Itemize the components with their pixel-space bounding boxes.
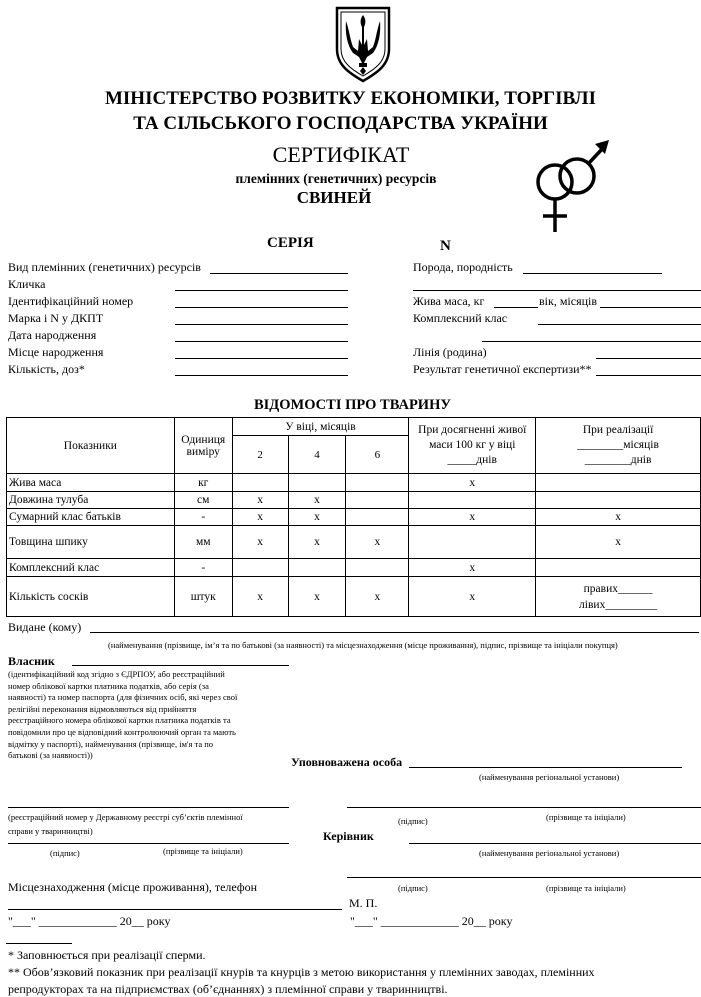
field-line: Лінія (родина) — [413, 345, 487, 359]
owner-sign-line[interactable] — [8, 843, 289, 844]
field-doses: Кількість, доз* — [8, 362, 85, 376]
cell: х — [232, 577, 288, 617]
row-name: Комплексний клас — [7, 559, 175, 577]
table-title: ВІДОМОСТІ ПРО ТВАРИНУ — [253, 397, 452, 413]
field-id-number: Ідентифікаційний номер — [8, 294, 134, 308]
species-title: СВИНЕЙ — [296, 188, 372, 207]
authorized-sign-line[interactable] — [347, 807, 701, 808]
field-live-weight-line[interactable] — [494, 307, 538, 308]
cell: х — [409, 577, 536, 617]
cell: х — [346, 526, 409, 559]
cell — [536, 492, 701, 509]
field-age: вік, місяців — [539, 294, 598, 308]
animal-info-table — [6, 417, 701, 617]
header-age: У віці, місяців — [232, 418, 409, 436]
table-row — [7, 474, 701, 492]
register-caption-2: справи у тваринництві) — [8, 826, 93, 836]
ministry-title-line1: МІНІСТЕРСТВО РОЗВИТКУ ЕКОНОМІКИ, ТОРГІВЛІ — [104, 88, 596, 109]
location-line[interactable] — [8, 909, 342, 910]
field-mark: Марка і N у ДКПТ — [8, 311, 104, 325]
header-indicators: Показники — [7, 418, 175, 474]
field-line-line[interactable] — [596, 358, 701, 359]
cell — [536, 559, 701, 577]
issued-label: Видане (кому) — [8, 620, 82, 634]
head-org-caption: (найменування регіональної установи) — [479, 848, 620, 858]
cell: х — [288, 577, 346, 617]
certificate-subtitle: племінних (генетичних) ресурсів — [235, 171, 437, 186]
gender-symbol-icon — [533, 136, 613, 236]
cell — [232, 559, 288, 577]
row-unit: штук — [174, 577, 232, 617]
cell: х — [409, 474, 536, 492]
certificate-title: СЕРТИФІКАТ — [272, 142, 410, 167]
field-doses-line[interactable] — [175, 375, 348, 376]
table-row — [7, 526, 701, 559]
head-name-caption: (прізвище та ініціали) — [546, 883, 626, 893]
header-age-4: 4 — [288, 436, 346, 474]
owner-name-caption: (прізвище та ініціали) — [163, 846, 243, 856]
row-unit: - — [174, 509, 232, 526]
footnote-2b: репродукторах та на підприємствах (об’єднаннях) з племінної справи у тваринництві. — [8, 982, 448, 996]
authorized-name-caption: (прізвище та ініціали) — [546, 812, 626, 822]
owner-label: Власник — [8, 654, 55, 668]
header-sale: При реалізації ________місяців ________днів — [536, 418, 701, 474]
cell — [409, 526, 536, 559]
row-name: Товщина шпику — [7, 526, 175, 559]
cell: х — [536, 509, 701, 526]
footnote-divider — [6, 943, 72, 944]
head-label: Керівник — [323, 829, 374, 843]
owner-location-label: Місцезнаходження (місце проживання), телефон — [8, 880, 258, 894]
footnote-2a: ** Обов’язковий показник при реалізації кнурів та кнурців з метою використання у племінних заводах, племінних — [8, 965, 595, 979]
field-live-weight: Жива маса, кг — [413, 294, 485, 308]
authorized-label: Уповноважена особа — [291, 755, 403, 769]
cell: х — [232, 492, 288, 509]
head-line[interactable] — [409, 843, 701, 844]
cell: х — [409, 559, 536, 577]
cell — [232, 474, 288, 492]
head-sign-line[interactable] — [347, 877, 701, 878]
field-birth-place: Місце народження — [8, 345, 104, 359]
field-name: Кличка — [8, 277, 46, 291]
field-mark-line[interactable] — [175, 324, 348, 325]
issued-line[interactable] — [90, 632, 699, 633]
cell — [346, 559, 409, 577]
cell — [536, 474, 701, 492]
register-line[interactable] — [8, 807, 289, 808]
ministry-title-line2: ТА СІЛЬСЬКОГО ГОСПОДАРСТВА УКРАЇНИ — [133, 113, 548, 134]
coat-of-arms-icon — [333, 5, 393, 83]
field-breed: Порода, породність — [413, 260, 513, 274]
owner-caption: (ідентифікаційний код згідно з ЄДРПОУ, або реєстраційний номер облікової картки платника податків, або серія (за наявності) та номер паспорта (для фізичних осіб, які через свої релігійні переконання відмовляються від прийняття реєстраційного номера облікової картки платника податків та повідомили про це відповідний контролюючий орган та мають відмітку у паспорті), найменування (прізвище, ім'я та по батькові (за наявності)) — [8, 669, 238, 761]
field-breed-line2[interactable] — [413, 290, 701, 291]
table-row — [7, 509, 701, 526]
field-complex-class: Комплексний клас — [413, 311, 508, 325]
series-label: СЕРІЯ — [267, 235, 314, 251]
cell: х — [288, 492, 346, 509]
head-signature-caption: (підпис) — [398, 883, 428, 893]
authorized-signature-caption: (підпис) — [398, 816, 428, 826]
cell: х — [409, 509, 536, 526]
date-right: "___" _____________ 20__ року — [350, 914, 513, 928]
field-resource-type-line[interactable] — [210, 273, 348, 274]
date-left: "___" _____________ 20__ року — [8, 914, 171, 928]
field-name-line[interactable] — [175, 290, 348, 291]
register-caption-1: (реєстраційний номер у Державному реєстрі суб’єктів племінної — [8, 812, 243, 822]
number-label: N — [440, 238, 451, 254]
field-genetic-result: Результат генетичної експертизи** — [413, 362, 592, 376]
stamp-label: М. П. — [349, 896, 378, 910]
footnote-1: * Заповнюється при реалізації сперми. — [8, 948, 206, 962]
cell — [288, 559, 346, 577]
field-breed-line[interactable] — [523, 273, 662, 274]
table-row — [7, 559, 701, 577]
teats-cell: правих______ лівих_________ — [536, 577, 701, 617]
row-name: Сумарний клас батьків — [7, 509, 175, 526]
cell: х — [288, 509, 346, 526]
table-row — [7, 577, 701, 617]
authorized-line[interactable] — [409, 767, 682, 768]
field-complex-class-line2[interactable] — [482, 341, 701, 342]
cell — [288, 474, 346, 492]
field-birth-date: Дата народження — [8, 328, 97, 342]
header-age-2: 2 — [232, 436, 288, 474]
header-age-6: 6 — [346, 436, 409, 474]
cell — [346, 474, 409, 492]
cell: х — [536, 526, 701, 559]
row-name: Жива маса — [7, 474, 175, 492]
cell: х — [346, 577, 409, 617]
cell — [346, 509, 409, 526]
row-unit: кг — [174, 474, 232, 492]
field-birth-place-line[interactable] — [175, 358, 348, 359]
header-unit: Одиниця виміру — [174, 418, 232, 474]
row-unit: см — [174, 492, 232, 509]
header-weight-100: При досягненні живої маси 100 кг у віці _____днів — [409, 418, 536, 474]
table-row — [7, 492, 701, 509]
cell: х — [232, 526, 288, 559]
cell — [409, 492, 536, 509]
row-unit: мм — [174, 526, 232, 559]
field-complex-class-line[interactable] — [538, 324, 701, 325]
row-unit: - — [174, 559, 232, 577]
field-genetic-result-line[interactable] — [596, 375, 701, 376]
issued-caption: (найменування (прізвище, ім’я та по батькові (за наявності) та місцезнаходження (місце проживання), підпис, прізвище та ініціали покупця) — [108, 640, 618, 650]
row-name: Кількість сосків — [7, 577, 175, 617]
cell: х — [232, 509, 288, 526]
owner-signature-caption: (підпис) — [50, 848, 80, 858]
field-age-line[interactable] — [600, 307, 701, 308]
field-id-number-line[interactable] — [175, 307, 348, 308]
field-resource-type: Вид племінних (генетичних) ресурсів — [8, 260, 201, 274]
authorized-org-caption: (найменування регіональної установи) — [479, 772, 620, 782]
cell — [346, 492, 409, 509]
field-birth-date-line[interactable] — [175, 341, 348, 342]
row-name: Довжина тулуба — [7, 492, 175, 509]
cell: х — [288, 526, 346, 559]
owner-line[interactable] — [72, 665, 289, 666]
